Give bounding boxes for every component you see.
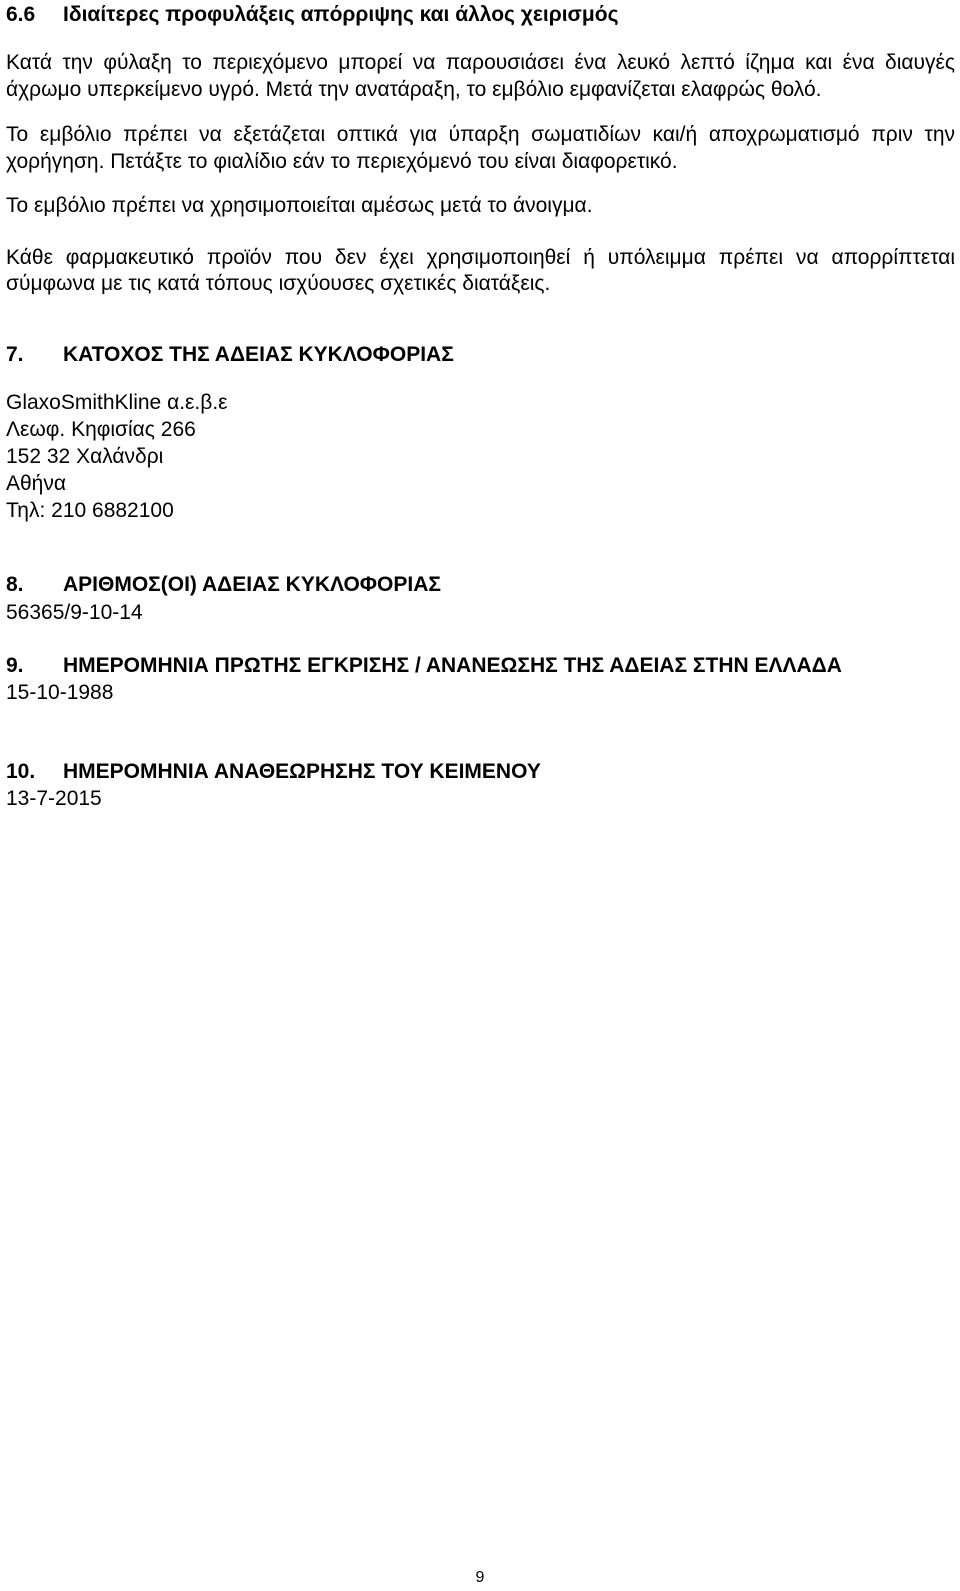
section-number: 7. bbox=[6, 342, 24, 366]
section-7-heading bbox=[6, 342, 955, 368]
section-10-heading bbox=[6, 759, 955, 785]
address-line: 152 32 Χαλάνδρι bbox=[6, 444, 164, 468]
paragraph: Κατά την φύλαξη το περιεχόμενο μπορεί να παρουσιάσει ένα λευκό λεπτό ίζημα και ένα διαυγές άχρωμο υπερκείμενο υγρό. Μετά την ανατάραξη, το εμβόλιο εμφανίζεται ελαφρώς θολό. bbox=[6, 51, 955, 101]
section-8-heading bbox=[6, 572, 955, 598]
section-number: 9. bbox=[6, 653, 24, 677]
first-authorisation-date: 15-10-1988 bbox=[6, 680, 114, 704]
authorisation-number: 56365/9-10-14 bbox=[6, 600, 143, 624]
paragraph: Το εμβόλιο πρέπει να χρησιμοποιείται αμέσως μετά το άνοιγμα. bbox=[6, 194, 593, 217]
address-line: Αθήνα bbox=[6, 471, 67, 495]
section-number: 8. bbox=[6, 572, 24, 596]
address-line: Τηλ: 210 6882100 bbox=[6, 498, 174, 522]
revision-date: 13-7-2015 bbox=[6, 786, 102, 810]
section-number: 10. bbox=[6, 759, 36, 783]
paragraph: Το εμβόλιο πρέπει να εξετάζεται οπτικά για ύπαρξη σωματιδίων και/ή αποχρωματισμό πριν την χορήγηση. Πετάξτε το φιαλίδιο εάν το περιεχόμενό του είναι διαφορετικό. bbox=[6, 123, 955, 173]
section-title: Ιδιαίτερες προφυλάξεις απόρριψης και άλλος χειρισμός bbox=[63, 3, 619, 26]
paragraph: Κάθε φαρμακευτικό προϊόν που δεν έχει χρησιμοποιηθεί ή υπόλειμμα πρέπει να απορρίπτεται σύμφωνα με τις κατά τόπους ισχύουσες σχετικές διατάξεις. bbox=[6, 245, 955, 295]
marketing-authorisation-holder-address bbox=[6, 389, 955, 524]
section-title: ΗΜΕΡΟΜΗΝΙΑ ΠΡΩΤΗΣ ΕΓΚΡΙΣΗΣ / ΑΝΑΝΕΩΣΗΣ ΤΗΣ ΑΔΕΙΑΣ ΣΤΗΝ ΕΛΛΑΔΑ bbox=[63, 653, 842, 677]
section-title: ΑΡΙΘΜΟΣ(ΟΙ) ΑΔΕΙΑΣ ΚΥΚΛΟΦΟΡΙΑΣ bbox=[63, 572, 441, 596]
section-6-6-heading bbox=[6, 2, 955, 28]
address-line: GlaxoSmithKline α.ε.β.ε bbox=[6, 390, 228, 414]
section-title: ΗΜΕΡΟΜΗΝΙΑ ΑΝΑΘΕΩΡΗΣΗΣ ΤΟΥ ΚΕΙΜΕΝΟΥ bbox=[63, 759, 541, 783]
document-page bbox=[6, 0, 955, 812]
address-line: Λεωφ. Κηφισίας 266 bbox=[6, 417, 196, 441]
section-title: ΚΑΤΟΧΟΣ ΤΗΣ ΑΔΕΙΑΣ ΚΥΚΛΟΦΟΡΙΑΣ bbox=[63, 342, 454, 366]
section-number: 6.6 bbox=[6, 3, 36, 26]
section-9-heading bbox=[6, 653, 955, 679]
page-number: 9 bbox=[475, 1569, 485, 1586]
